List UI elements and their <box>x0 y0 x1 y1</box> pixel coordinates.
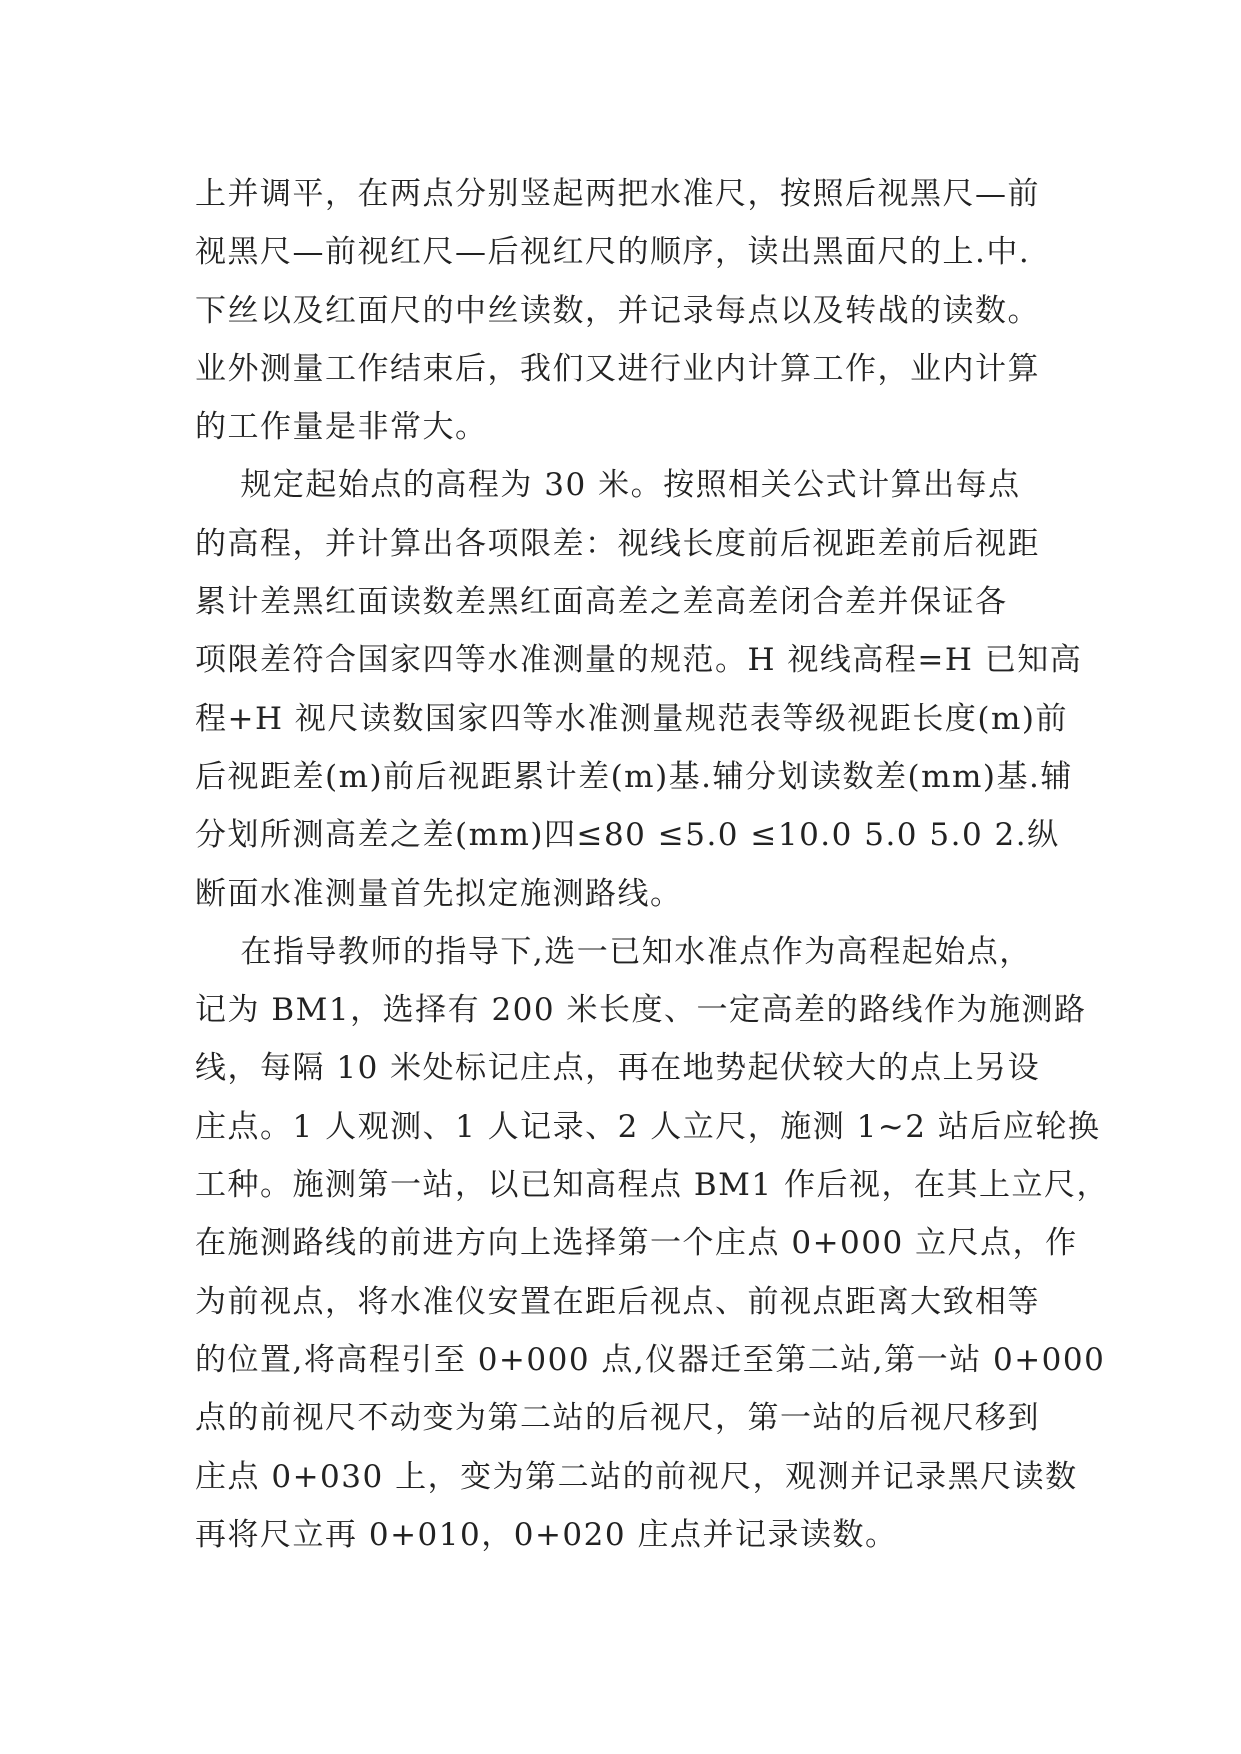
text-line: 工种。施测第一站，以已知高程点 BM1 作后视，在其上立尺， <box>195 1167 1109 1204</box>
body-text <box>195 165 1109 1564</box>
text-line: 的高程，并计算出各项限差：视线长度前后视距差前后视距 <box>195 525 1040 562</box>
text-line: 业外测量工作结束后，我们又进行业内计算工作，业内计算 <box>195 350 1040 387</box>
text-line: 分划所测高差之差(mm)四≤80 ≤5.0 ≤10.0 5.0 5.0 2.纵 <box>195 817 1060 854</box>
text-line: 线，每隔 10 米处标记庄点，再在地势起伏较大的点上另设 <box>195 1050 1041 1087</box>
text-line: 规定起始点的高程为 30 米。按照相关公式计算出每点 <box>195 467 1021 504</box>
text-line: 项限差符合国家四等水准测量的规范。H 视线高程=H 已知高 <box>195 642 1083 679</box>
text-line: 累计差黑红面读数差黑红面高差之差高差闭合差并保证各 <box>195 584 1008 621</box>
text-line: 的工作量是非常大。 <box>195 409 488 446</box>
text-line: 视黑尺—前视红尺—后视红尺的顺序，读出黑面尺的上.中. <box>195 234 1031 271</box>
text-line: 记为 BM1，选择有 200 米长度、一定高差的路线作为施测路 <box>195 992 1087 1029</box>
text-line: 为前视点，将水准仪安置在距后视点、前视点距离大致相等 <box>195 1283 1040 1320</box>
text-line: 在指导教师的指导下,选一已知水准点作为高程起始点， <box>195 933 1032 970</box>
text-line: 断面水准测量首先拟定施测路线。 <box>195 875 683 912</box>
text-line: 再将尺立再 0+010，0+020 庄点并记录读数。 <box>195 1516 898 1553</box>
text-line: 的位置,将高程引至 0+000 点,仪器迁至第二站,第一站 0+000 <box>195 1341 1106 1378</box>
text-line: 程+H 视尺读数国家四等水准测量规范表等级视距长度(m)前 <box>195 700 1068 737</box>
text-line: 在施测路线的前进方向上选择第一个庄点 0+000 立尺点，作 <box>195 1225 1078 1262</box>
text-line: 点的前视尺不动变为第二站的后视尺，第一站的后视尺移到 <box>195 1400 1040 1437</box>
text-line: 庄点 0+030 上，变为第二站的前视尺，观测并记录黑尺读数 <box>195 1458 1078 1495</box>
text-line: 后视距差(m)前后视距累计差(m)基.辅分划读数差(mm)基.辅 <box>195 758 1073 795</box>
text-line: 下丝以及红面尺的中丝读数，并记录每点以及转战的读数。 <box>195 292 1040 329</box>
text-line: 上并调平，在两点分别竖起两把水准尺，按照后视黑尺—前 <box>195 176 1040 212</box>
text-line: 庄点。1 人观测、1 人记录、2 人立尺，施测 1~2 站后应轮换 <box>195 1108 1101 1145</box>
